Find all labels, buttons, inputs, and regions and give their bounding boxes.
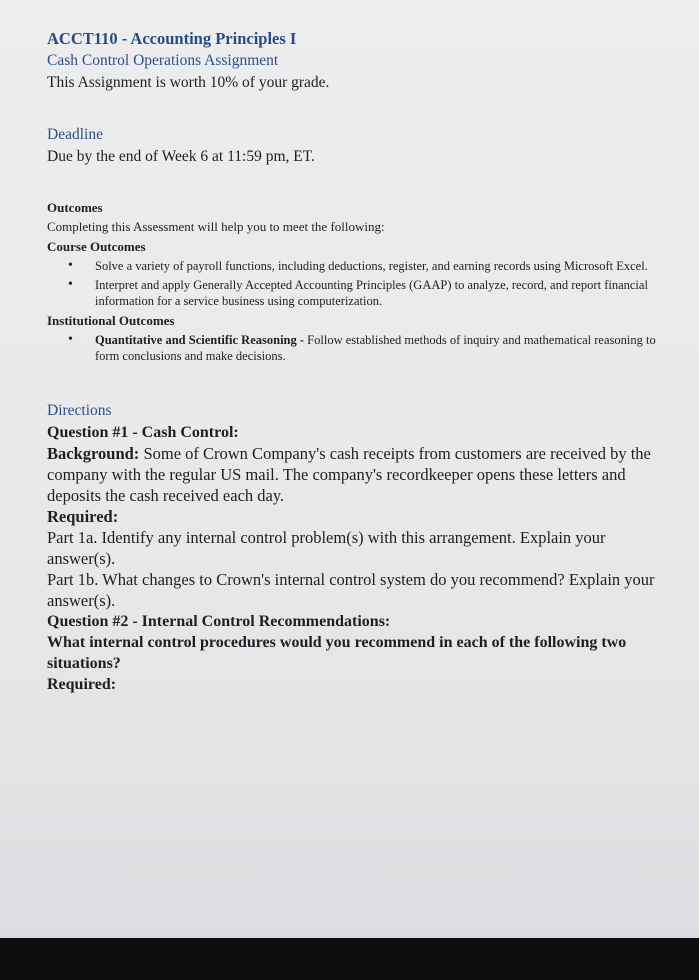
background-label: Background: (47, 444, 140, 463)
document-content (47, 24, 672, 695)
question-1-title: Question #1 - Cash Control: (47, 424, 239, 441)
course-outcomes-heading: Course Outcomes (47, 239, 146, 254)
deadline-text: Due by the end of Week 6 at 11:59 pm, ET. (47, 148, 315, 165)
assignment-name: Cash Control Operations Assignment (47, 52, 279, 69)
outcomes-intro: Completing this Assessment will help you to meet the following: (47, 219, 385, 234)
outcome-text: Follow established methods of inquiry and mathematical reasoning to form conclusions and make decisions. (95, 333, 656, 363)
required-label-1: Required: (47, 507, 119, 526)
part-1b: Part 1b. What changes to Crown's internal control system do you recommend? Explain your answer(s). (47, 570, 655, 610)
list-item: • Solve a variety of payroll functions, including deductions, register, and earning records using Microsoft Excel. (95, 258, 672, 274)
dark-background-strip (0, 938, 699, 980)
outcomes-heading: Outcomes (47, 200, 103, 215)
directions-heading: Directions (47, 402, 112, 419)
outcome-label: Quantitative and Scientific Reasoning - (95, 333, 305, 347)
question-2-title: Question #2 - Internal Control Recommendations: (47, 613, 391, 630)
course-outcomes-list (47, 258, 672, 309)
background-text: Some of Crown Company's cash receipts from customers are received by the company with the regular US mail. The company's recordkeeper opens these letters and deposits the cash received each day. (47, 444, 651, 505)
part-1a: Part 1a. Identify any internal control problem(s) with this arrangement. Explain your answer(s). (47, 528, 606, 568)
required-label-2: Required: (47, 676, 117, 693)
course-title: ACCT110 - Accounting Principles I (47, 29, 297, 48)
list-item (95, 332, 672, 364)
institutional-outcomes-heading: Institutional Outcomes (47, 313, 175, 328)
question-2-text: What internal control procedures would you recommend in each of the following two situations? (47, 634, 627, 672)
deadline-heading: Deadline (47, 126, 103, 143)
list-item: • Interpret and apply Generally Accepted Accounting Principles (GAAP) to analyze, record, and report financial information for a service business using computerization. (95, 277, 672, 309)
institutional-outcomes-list (47, 332, 672, 364)
grade-weight: This Assignment is worth 10% of your grade. (47, 74, 330, 91)
background-paragraph (47, 443, 672, 506)
